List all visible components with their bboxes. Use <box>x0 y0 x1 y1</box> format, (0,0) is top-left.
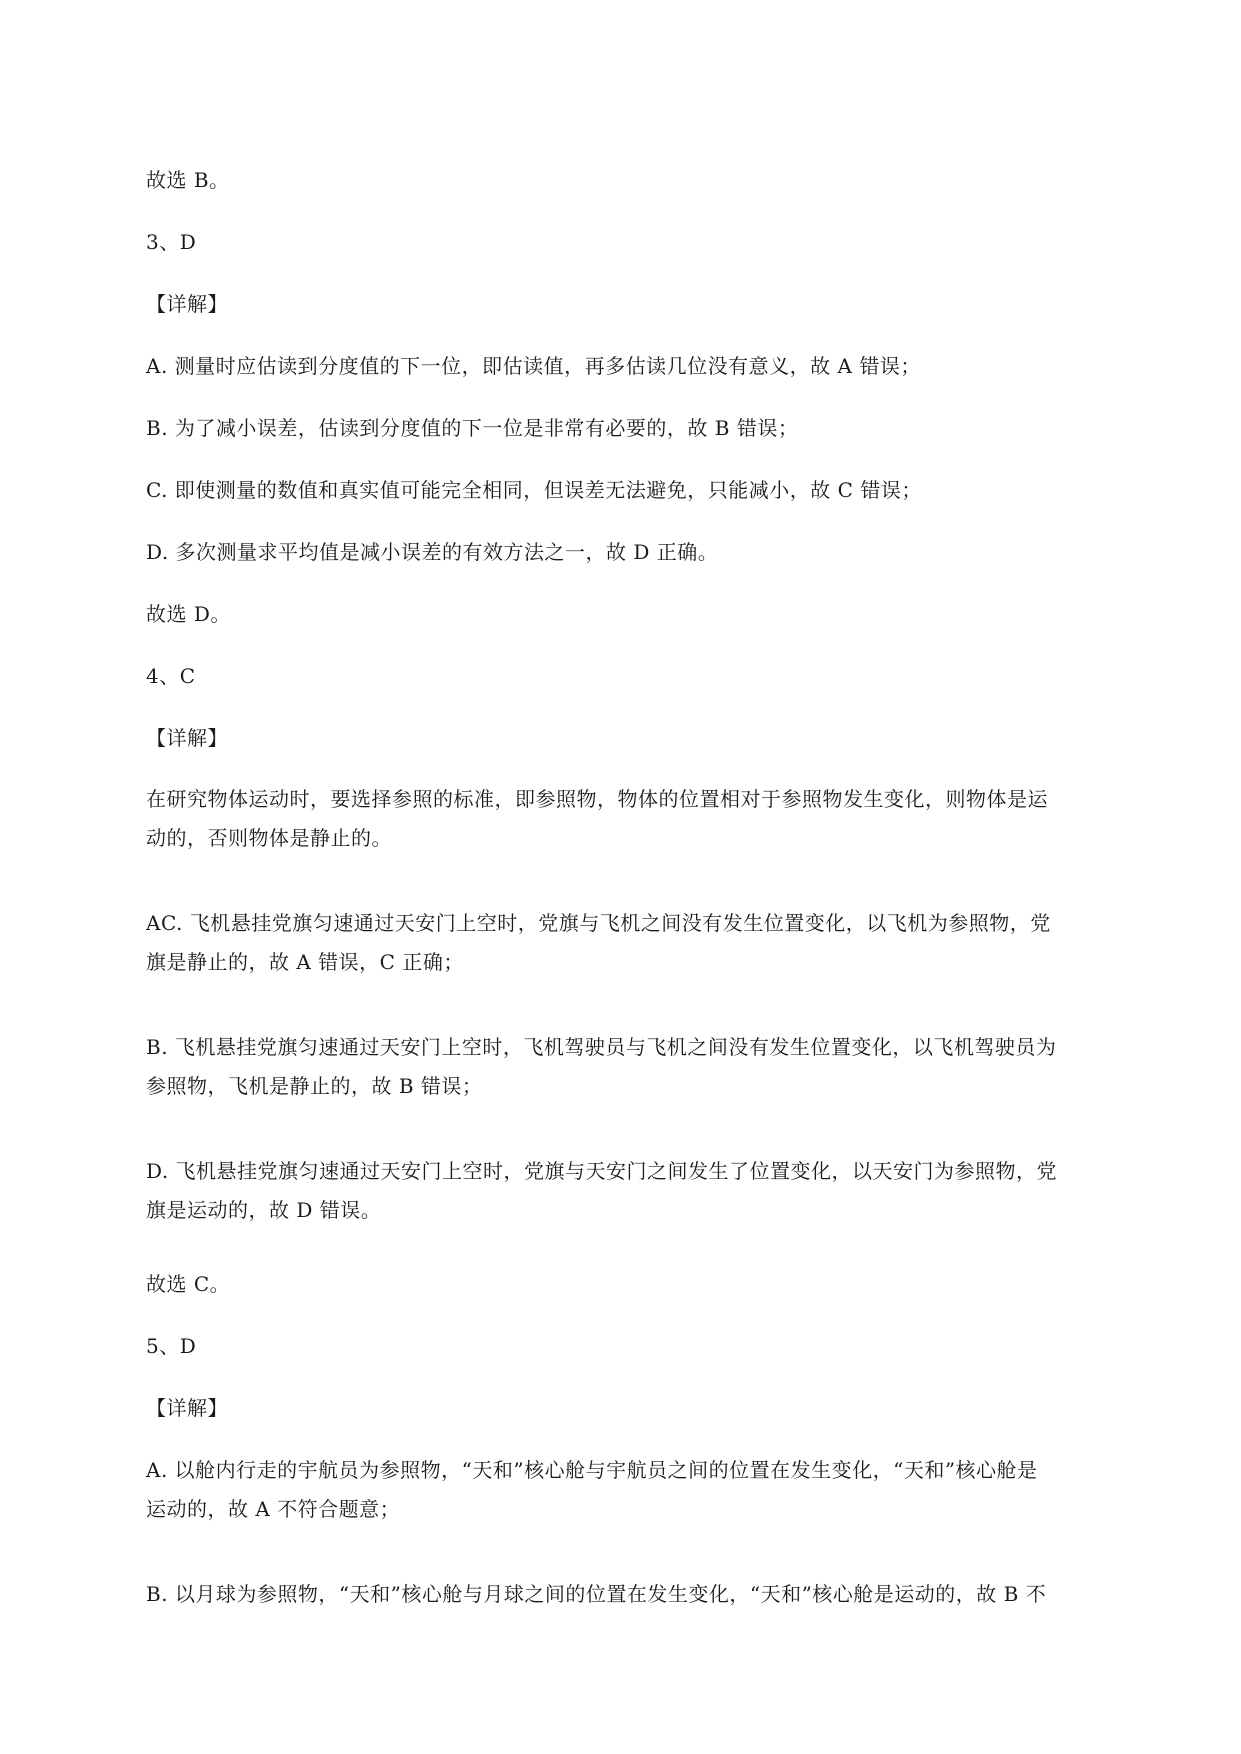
section-heading: 【详解】 <box>146 726 228 750</box>
section-heading: 【详解】 <box>146 1396 228 1420</box>
question-number: 5、D <box>146 1334 197 1358</box>
paragraph-line: 动的，否则物体是静止的。 <box>146 826 392 850</box>
answer-conclusion: 故选 D。 <box>146 602 231 626</box>
paragraph-line: AC. 飞机悬挂党旗匀速通过天安门上空时，党旗与飞机之间没有发生位置变化，以飞机为参照物，党 <box>146 911 1051 935</box>
answer-conclusion: 故选 B。 <box>146 168 230 192</box>
section-heading: 【详解】 <box>146 292 228 316</box>
explanation-paragraph <box>146 1028 1156 1106</box>
question-number: 3、D <box>146 230 197 254</box>
paragraph-line: 在研究物体运动时，要选择参照的标准，即参照物，物体的位置相对于参照物发生变化，则物体是运 <box>146 787 1048 811</box>
paragraph-line: A. 以舱内行走的宇航员为参照物，“天和”核心舱与宇航员之间的位置在发生变化，“天和”核心舱是 <box>146 1458 1038 1482</box>
paragraph-line: 参照物，飞机是静止的，故 B 错误； <box>146 1074 483 1098</box>
paragraph-line: D. 飞机悬挂党旗匀速通过天安门上空时，党旗与天安门之间发生了位置变化，以天安门为参照物，党 <box>146 1159 1058 1183</box>
option-explanation: D. 多次测量求平均值是减小误差的有效方法之一，故 D 正确。 <box>146 540 719 564</box>
paragraph-line: 旗是运动的，故 D 错误。 <box>146 1198 382 1222</box>
option-explanation: B. 为了减小误差，估读到分度值的下一位是非常有必要的，故 B 错误； <box>146 416 799 440</box>
explanation-paragraph <box>146 1575 1156 1614</box>
question-number: 4、C <box>146 664 196 688</box>
explanation-paragraph <box>146 1152 1156 1230</box>
paragraph-line: 旗是静止的，故 A 错误，C 正确； <box>146 950 464 974</box>
explanation-paragraph <box>146 780 1156 858</box>
option-explanation: C. 即使测量的数值和真实值可能完全相同，但误差无法避免，只能减小，故 C 错误； <box>146 478 922 502</box>
paragraph-line: B. 飞机悬挂党旗匀速通过天安门上空时，飞机驾驶员与飞机之间没有发生位置变化，以飞机驾驶员为 <box>146 1035 1057 1059</box>
explanation-paragraph <box>146 904 1156 982</box>
paragraph-line: B. 以月球为参照物，“天和”核心舱与月球之间的位置在发生变化，“天和”核心舱是运动的，故 B 不 <box>146 1582 1047 1606</box>
answer-conclusion: 故选 C。 <box>146 1272 231 1296</box>
paragraph-line: 运动的，故 A 不符合题意； <box>146 1497 401 1521</box>
option-explanation: A. 测量时应估读到分度值的下一位，即估读值，再多估读几位没有意义，故 A 错误； <box>146 354 921 378</box>
explanation-paragraph <box>146 1451 1156 1529</box>
